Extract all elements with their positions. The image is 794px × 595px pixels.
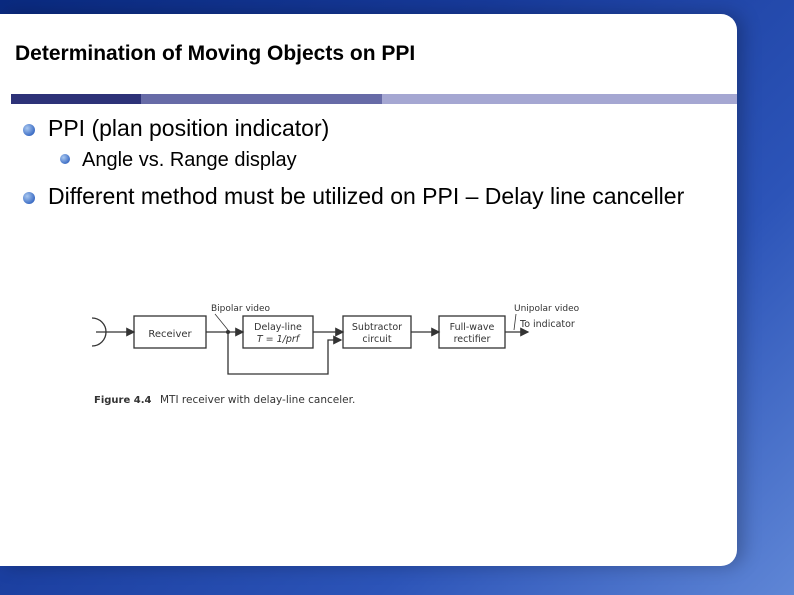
title-rule-dark: [11, 94, 141, 104]
subtractor-label-2: circuit: [362, 334, 392, 345]
figure-number: Figure 4.4: [94, 395, 152, 406]
bipolar-video-label: Bipolar video: [211, 304, 271, 314]
subtractor-label: Subtractor: [351, 322, 403, 333]
title-rule-medium: [141, 94, 382, 104]
rectifier-label: Full-wave: [449, 322, 495, 333]
slide-title: Determination of Moving Objects on PPI: [15, 42, 416, 65]
slide: [0, 14, 737, 566]
sub-bullet-text: Angle vs. Range display: [82, 149, 297, 171]
to-indicator-label: To indicator: [520, 319, 575, 330]
rectifier-label-2: rectifier: [453, 334, 491, 345]
delay-line-label: Delay-line: [254, 322, 302, 333]
receiver-label: Receiver: [148, 329, 192, 340]
bullet-icon: [23, 124, 35, 136]
figure-caption: MTI receiver with delay-line canceler.: [160, 394, 356, 406]
delay-line-period: T = 1/prf: [256, 334, 300, 345]
title-rule-light: [382, 94, 737, 104]
sub-bullet-icon: [60, 154, 70, 164]
unipolar-video-label: Unipolar video: [514, 304, 580, 314]
bullet-text: Different method must be utilized on PPI – Delay line canceller: [48, 183, 685, 209]
mti-block-diagram: [88, 284, 598, 419]
bullet-icon: [23, 192, 35, 204]
bullet-text: PPI (plan position indicator): [48, 115, 330, 141]
